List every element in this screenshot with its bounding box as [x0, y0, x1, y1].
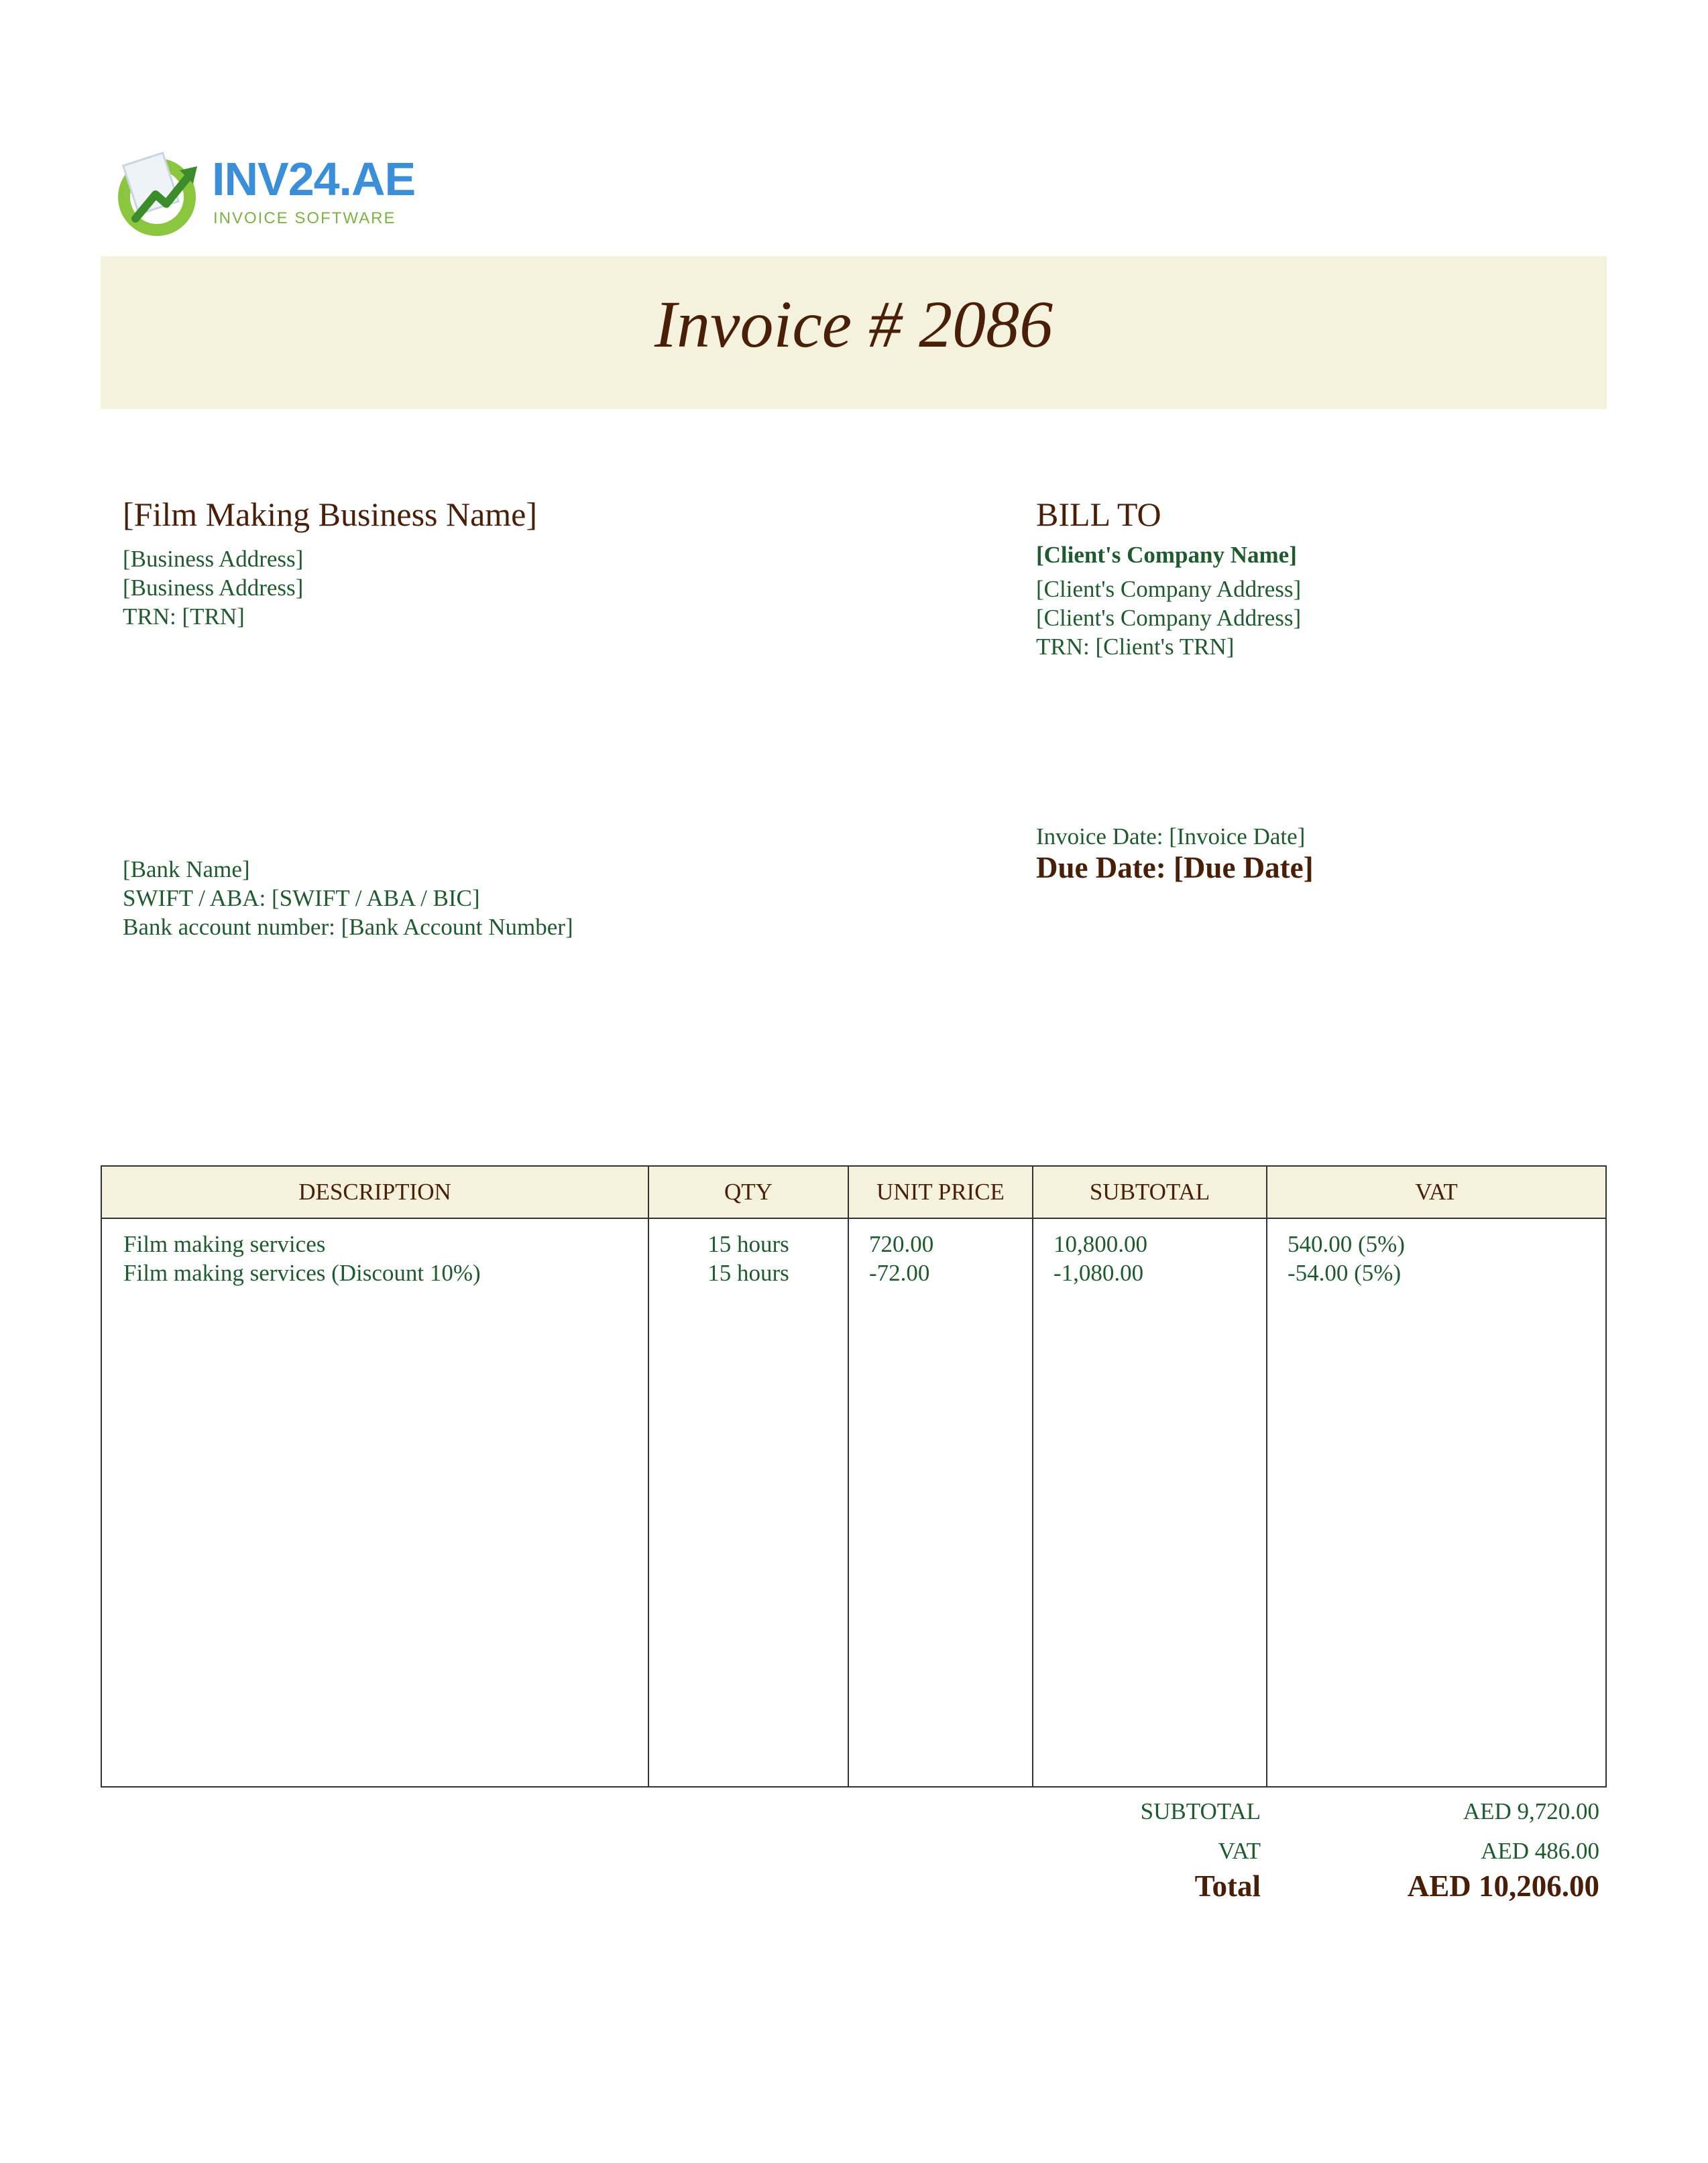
logo-name: INV24.AE — [212, 153, 416, 205]
title-banner — [101, 256, 1607, 409]
logo-tagline: INVOICE SOFTWARE — [213, 209, 396, 227]
column-header-unit-price: UNIT PRICE — [876, 1179, 1005, 1205]
logo-icon — [110, 146, 211, 240]
column-header-description: DESCRIPTION — [298, 1179, 451, 1205]
subtotal-label: SUBTOTAL — [1140, 1798, 1261, 1824]
bank-name: [Bank Name] — [123, 856, 250, 882]
seller-address-line: [Business Address] — [123, 546, 304, 572]
subtotal-value: AED 9,720.00 — [1463, 1798, 1599, 1824]
due-date: Due Date: [Due Date] — [1036, 851, 1314, 884]
table-row-subtotal: 10,800.00 — [1054, 1231, 1147, 1257]
seller-trn: TRN: [TRN] — [123, 603, 245, 630]
table-row-description: Film making services — [123, 1231, 326, 1257]
column-divider — [1032, 1167, 1033, 1786]
column-header-vat: VAT — [1415, 1179, 1458, 1205]
seller-name: [Film Making Business Name] — [123, 495, 538, 533]
table-row-qty: 15 hours — [707, 1260, 789, 1286]
items-table — [101, 1165, 1607, 1788]
column-header-qty: QTY — [724, 1179, 773, 1205]
bank-account-number: Bank account number: [Bank Account Number] — [123, 914, 573, 940]
table-row-qty: 15 hours — [707, 1231, 789, 1257]
bank-swift: SWIFT / ABA: [SWIFT / ABA / BIC] — [123, 885, 480, 911]
table-row-description: Film making services (Discount 10%) — [123, 1260, 481, 1286]
client-company-name: [Client's Company Name] — [1036, 542, 1297, 568]
table-row-unit-price: 720.00 — [869, 1231, 934, 1257]
column-divider — [848, 1167, 849, 1786]
client-address-line: [Client's Company Address] — [1036, 605, 1302, 631]
total-value: AED 10,206.00 — [1407, 1869, 1599, 1903]
invoice-date: Invoice Date: [Invoice Date] — [1036, 823, 1306, 850]
table-header — [102, 1167, 1605, 1219]
table-row-vat: 540.00 (5%) — [1288, 1231, 1405, 1257]
table-row-unit-price: -72.00 — [869, 1260, 930, 1286]
invoice-title: Invoice # 2086 — [654, 287, 1054, 361]
vat-label: VAT — [1218, 1838, 1261, 1864]
table-row-subtotal: -1,080.00 — [1054, 1260, 1144, 1286]
client-address-line: [Client's Company Address] — [1036, 576, 1302, 602]
bill-to-heading: BILL TO — [1036, 495, 1161, 533]
table-row-vat: -54.00 (5%) — [1288, 1260, 1402, 1286]
total-label: Total — [1194, 1869, 1261, 1903]
seller-address-line: [Business Address] — [123, 575, 304, 601]
client-trn: TRN: [Client's TRN] — [1036, 634, 1235, 660]
vat-value: AED 486.00 — [1481, 1838, 1599, 1864]
column-divider — [1266, 1167, 1267, 1786]
column-header-subtotal: SUBTOTAL — [1089, 1179, 1210, 1205]
